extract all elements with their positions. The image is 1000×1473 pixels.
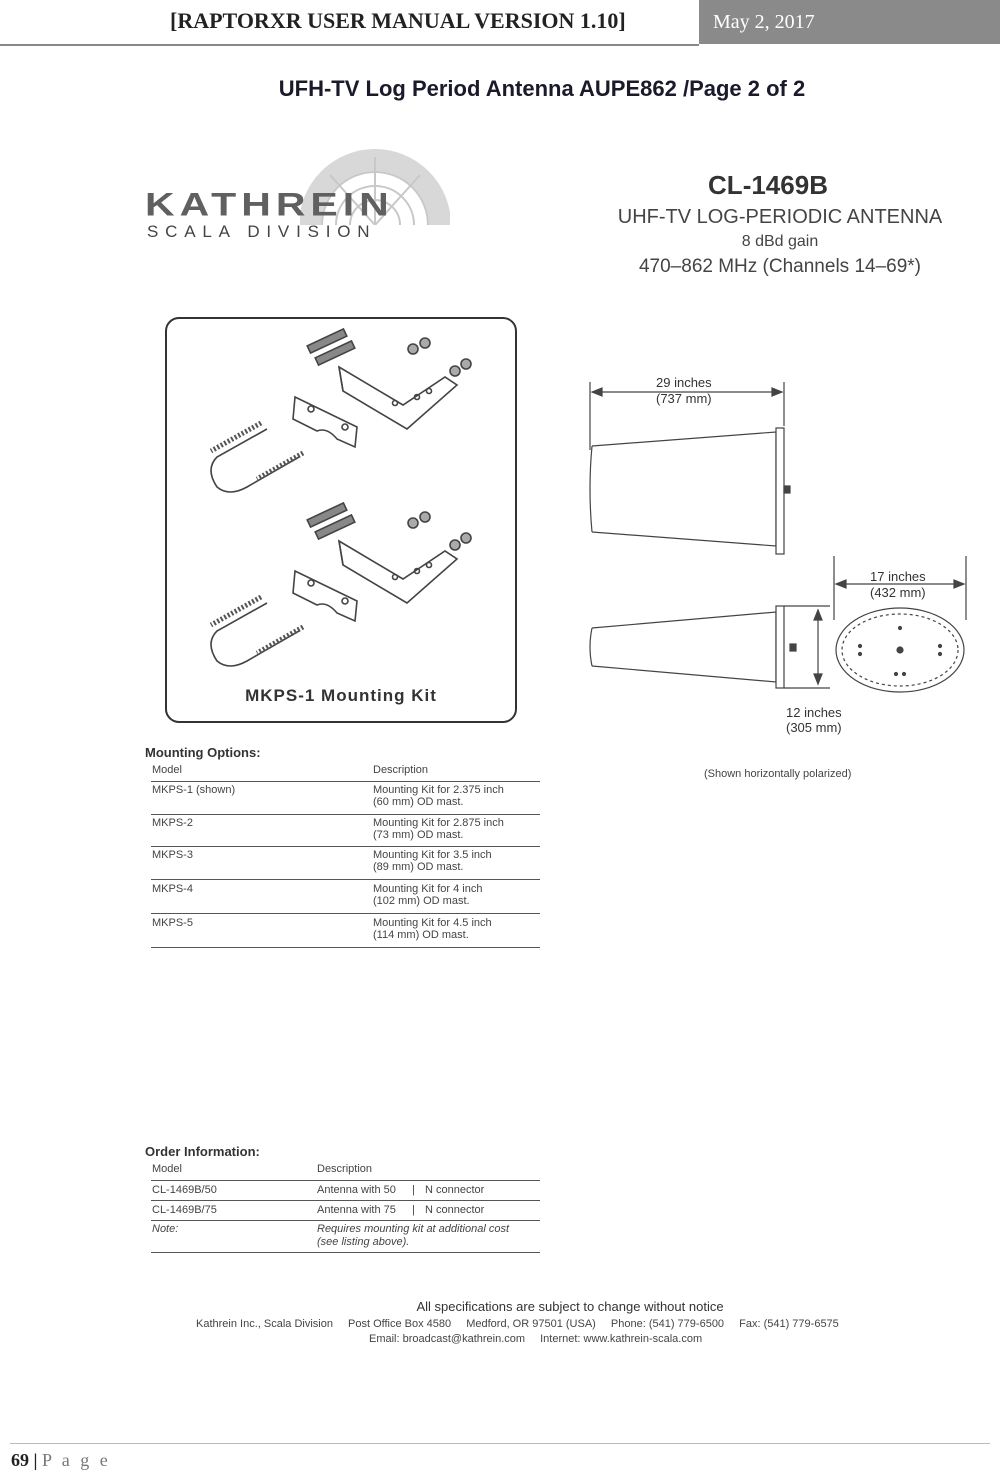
width-mm: (432 mm) <box>870 585 926 600</box>
col-model-header: Model <box>152 1163 182 1175</box>
table-row <box>151 782 540 815</box>
height-inches: 12 inches <box>786 705 842 720</box>
row-separator: | <box>412 1184 415 1196</box>
header-rule <box>0 44 699 46</box>
antenna-dimension-drawing <box>580 370 980 740</box>
page-number-value: 69 <box>11 1450 29 1470</box>
row-model: MKPS-3 <box>152 849 193 861</box>
footer-fax: Fax: (541) 779-6575 <box>739 1318 839 1330</box>
footer-rule <box>10 1443 990 1444</box>
page-number <box>11 1450 111 1471</box>
order-information-table <box>151 1161 540 1253</box>
col-description-header: Description <box>317 1163 373 1175</box>
row-desc: Mounting Kit for 4.5 inch <box>373 917 492 929</box>
row-model: MKPS-1 (shown) <box>152 784 236 796</box>
table-row <box>151 1201 540 1221</box>
logo-division: SCALA DIVISION <box>147 222 377 241</box>
row-desc: Mounting Kit for 4 inch <box>373 883 483 895</box>
note-text: Requires mounting kit at additional cost <box>317 1223 509 1235</box>
col-model-header: Model <box>152 764 182 776</box>
header-date: May 2, 2017 <box>699 0 1000 44</box>
footer-email: Email: broadcast@kathrein.com <box>369 1333 526 1345</box>
row-model: CL-1469B/75 <box>152 1204 217 1216</box>
table-row <box>151 815 540 847</box>
width-inches: 17 inches <box>870 569 926 584</box>
row-desc: Mounting Kit for 3.5 inch <box>373 849 492 861</box>
footer-po-box: Post Office Box 4580 <box>348 1318 452 1330</box>
table-row <box>151 1181 540 1201</box>
order-information-title: Order Information: <box>145 1144 260 1159</box>
row-desc: Mounting Kit for 2.875 inch <box>373 817 504 829</box>
footer-company: Kathrein Inc., Scala Division <box>196 1318 333 1330</box>
row-model: MKPS-5 <box>152 917 193 929</box>
mounting-kit-parts-icon <box>167 319 515 684</box>
product-frequency: 470–862 MHz (Channels 14–69*) <box>638 256 921 277</box>
note-label: Note: <box>152 1223 179 1235</box>
header-title: [RAPTORXR USER MANUAL VERSION 1.10] <box>170 8 626 33</box>
table-row-note <box>151 1221 540 1253</box>
table-row <box>151 880 540 914</box>
page-number-separator: | <box>33 1450 38 1470</box>
height-mm: (305 mm) <box>786 720 842 735</box>
logo-wordmark: KATHREIN <box>145 186 394 223</box>
row-connector: N connector <box>425 1184 485 1196</box>
footer-city: Medford, OR 97501 (USA) <box>466 1318 596 1330</box>
row-desc: (73 mm) OD mast. <box>373 829 464 841</box>
product-gain: 8 dBd gain <box>741 233 819 250</box>
table-header-row <box>151 762 540 782</box>
length-mm: (737 mm) <box>656 391 712 406</box>
row-separator: | <box>412 1204 415 1216</box>
note-text: (see listing above). <box>317 1236 410 1248</box>
footer-phone: Phone: (541) 779-6500 <box>610 1318 725 1330</box>
drawing-caption: (Shown horizontally polarized) <box>704 768 852 780</box>
page-heading: UFH-TV Log Period Antenna AUPE862 /Page 2 of 2 <box>278 76 806 101</box>
row-desc: (102 mm) OD mast. <box>373 895 470 907</box>
row-desc: Antenna with 75 <box>317 1204 396 1216</box>
mounting-options-title: Mounting Options: <box>145 745 261 760</box>
length-inches: 29 inches <box>656 375 712 390</box>
page-number-word: P a g e <box>41 1450 111 1470</box>
product-type: UHF-TV LOG-PERIODIC ANTENNA <box>617 206 943 228</box>
row-model: MKPS-4 <box>152 883 193 895</box>
footer-contacts <box>369 1333 702 1345</box>
row-desc: (114 mm) OD mast. <box>373 929 469 941</box>
table-header-row <box>151 1161 540 1181</box>
table-row <box>151 914 540 948</box>
product-model: CL-1469B <box>708 170 828 200</box>
col-description-header: Description <box>373 764 429 776</box>
row-model: MKPS-2 <box>152 817 193 829</box>
footer-notice: All specifications are subject to change without notice <box>416 1299 724 1314</box>
footer-internet: Internet: www.kathrein-scala.com <box>540 1333 703 1345</box>
row-connector: N connector <box>425 1204 485 1216</box>
mounting-options-table <box>151 762 540 948</box>
footer-address <box>196 1318 839 1330</box>
row-desc: (89 mm) OD mast. <box>373 861 464 873</box>
row-desc: Antenna with 50 <box>317 1184 396 1196</box>
row-desc: Mounting Kit for 2.375 inch <box>373 784 504 796</box>
table-row <box>151 847 540 880</box>
row-desc: (60 mm) OD mast. <box>373 796 464 808</box>
mounting-kit-label: MKPS-1 Mounting Kit <box>245 686 437 705</box>
row-model: CL-1469B/50 <box>152 1184 217 1196</box>
